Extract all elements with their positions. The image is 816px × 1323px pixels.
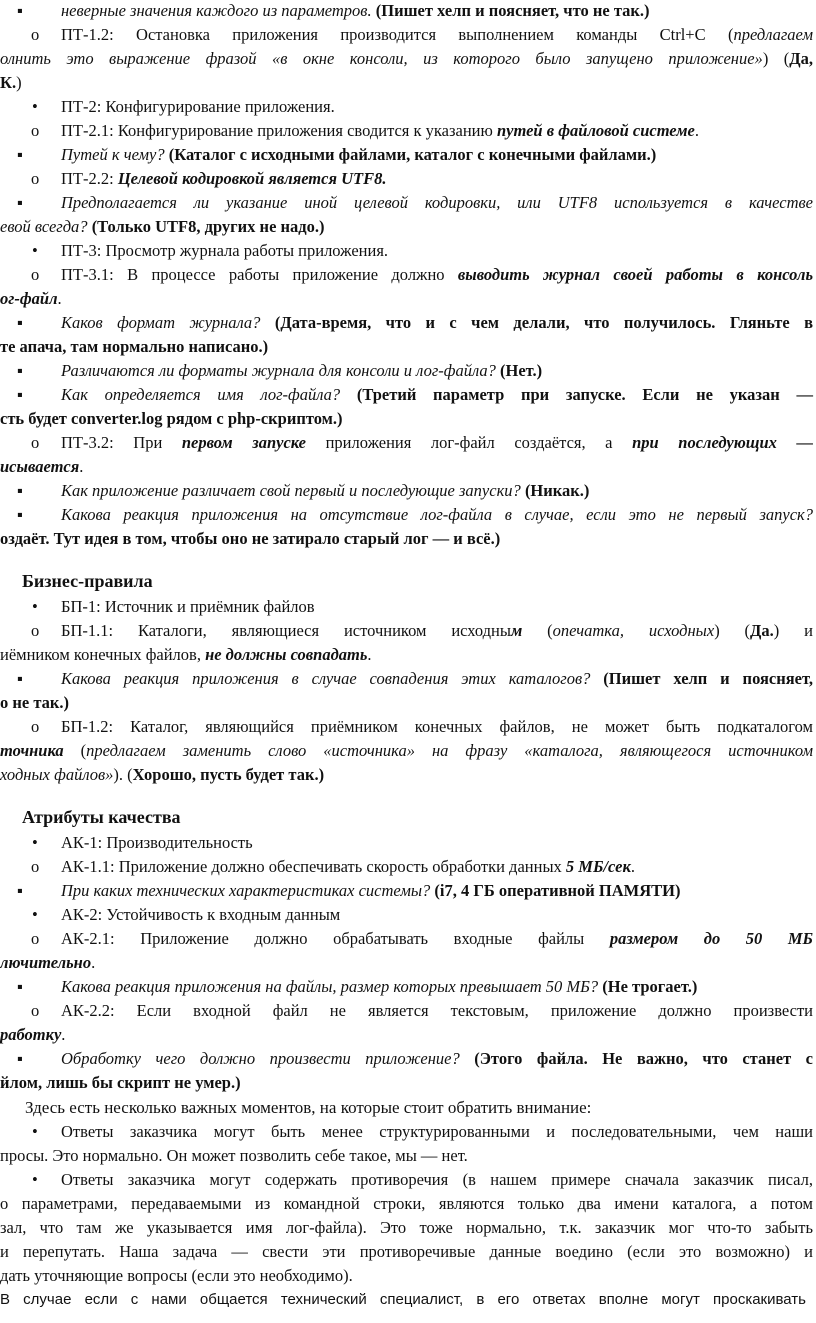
- question-text: Как приложение различает свой первый и последующие запуски?: [61, 481, 521, 500]
- circle-bullet: o: [31, 1001, 40, 1020]
- answer-text: сть будет converter.log рядом с php-скриптом.): [0, 409, 343, 428]
- answer-text: Да,: [789, 49, 814, 68]
- bullet: •: [32, 1122, 38, 1141]
- bullet: •: [32, 905, 38, 924]
- answer-text: (Этого файла. Не важно, что станет с: [474, 1049, 813, 1068]
- emphasis-text: выводить журнал своей работы в консоль: [457, 265, 813, 284]
- square-bullet: ▪: [17, 193, 23, 212]
- answer-text: Да.: [750, 621, 774, 640]
- bullet: •: [32, 97, 38, 116]
- answer-text: (i7, 4 ГБ оперативной ПАМЯТИ): [434, 881, 681, 900]
- question-text: Какова реакция приложения на файлы, размер которых превышает 50 МБ?: [61, 977, 599, 996]
- paragraph-text: и перепутать. Наша задача — свести эти противоречивые данные воедино (если это возможно) и: [0, 1242, 813, 1261]
- answer-text: (Пишет хелп и поясняет,: [603, 669, 813, 688]
- question-text: неверные значения каждого из параметров.: [61, 1, 372, 20]
- emphasis-text: размером до 50 МБ: [609, 929, 814, 948]
- question-text: Как определяется имя лог-файла?: [61, 385, 341, 404]
- answer-text: оздаёт. Тут идея в том, чтобы оно не затирало старый лог — и всё.): [0, 529, 501, 548]
- document-page: ▪ неверные значения каждого из параметров. (Пишет хелп и поясняет, что не так.) o ПТ-1.2: Остановка приложения производится выполнением команды Ctrl+C (предлагаем олнить это выражение фразой «в окне консоли, из которого было запущено приложение») (Да, К.) • ПТ-2: Конфигурирование приложения. o ПТ-2.1: Конфигурирование приложения сводится к указанию путей в файловой системе. ▪ Путей к чему? (Каталог с исходными файлами, каталог с конечными файлами.) o ПТ-2.2: Целевой кодировкой является UTF8. ▪ Предполагается ли указание иной целевой кодировки, или UTF8 используется в качестве евой всегда? (Только UTF8, других не надо.) • ПТ-3: Просмотр журнала работы приложения. o ПТ-3.1: В процессе работы приложение должно выводить журнал своей работы в консоль ог-файл. ▪ Каков формат журнала? (Дата-время, что и с чем делали, что получилось. Гляньте в те апача, там нормально написано.) ▪ Различаются ли форматы журнала для консоли и лог-файла? (Нет.) ▪ Как определяется имя лог-файла? (Третий параметр при запуске. Если не указан — сть будет converter.log рядом с php-скриптом.) o ПТ-3.2: При первом запуске приложения лог-файл создаётся, а при последующих — исывается. ▪ Как приложение различает свой первый и последующие запуски? (Никак.) ▪ Какова реакция приложения на отсутствие лог-файла в случае, если это не первый запуск? оздаёт. Тут идея в том, чтобы оно не затирало старый лог — и всё.) Бизнес-правила • БП-1: Источник и приёмник файлов o БП-1.1: Каталоги, являющиеся источником исходным (опечатка, исходных) (Да.) и иёмником конечных файлов, не должны совпадать. ▪ Какова реакция приложения в случае совпадения этих каталогов? (Пишет хелп и поясняет, о не так.) o БП-1.2: Каталог, являющийся приёмником конечных файлов, не может быть подкаталогом точника (предлагаем заменить слово «источника» на фразу «каталога, являющегося источником ходных файлов»). (Хорошо, пусть будет так.) Атрибуты качества • АК-1: Производительность o АК-1.1: Приложение должно обеспечивать скорость обработки данных 5 МБ/сек. ▪ При каких технических характеристиках системы? (i7, 4 ГБ оперативной ПАМЯТИ) • АК-2: Устойчивость к входным данным o АК-2.1: Приложение должно обрабатывать входные файлы размером до 50 МБ лючительно. ▪ Какова реакция приложения на файлы, размер которых превышает 50 МБ? (Не трогает.) o АК-2.2: Если входной файл не является текстовым, приложение должно произвести работку. ▪ Обработку чего должно произвести приложение? (Этого файла. Не важно, что станет с йлом, лишь бы скрипт не умер.) Здесь есть несколько важных моментов, на которые стоит обратить внимание: • Ответы заказчика могут быть менее структурированными и последовательными, чем наши просы. Это нормально. Он может позволить себе такое, мы — нет. • Ответы заказчика могут содержать противоречия (в нашем примере сначала заказчик писал, о параметрами, передаваемыми из командной строки, являются только два имени каталога, а потом зал, что там же указывается имя лог-файла). Это тоже нормально, т.к. заказчик мог что-то забыть и перепутать. Наша задача — свести эти противоречивые данные воедино (если это возможно) и дать уточняющие вопросы (если это необходимо). В случае если с нами общается технический специалист, в его ответах вполне могут проскакивать: [0, 0, 816, 1323]
- emphasis-text: ог-файл: [0, 289, 58, 308]
- requirement-text: БП-1.2: Каталог, являющийся приёмником конечных файлов, не может быть подкаталогом: [61, 717, 813, 736]
- square-bullet: ▪: [17, 1049, 23, 1068]
- square-bullet: ▪: [17, 361, 23, 380]
- circle-bullet: o: [31, 433, 40, 452]
- bullet: •: [32, 597, 38, 616]
- comment-text: предлагаем: [733, 25, 813, 44]
- question-text: Различаются ли форматы журнала для консоли и лог-файла?: [61, 361, 496, 380]
- circle-bullet: o: [31, 265, 40, 284]
- requirement-text: ПТ-3: Просмотр журнала работы приложения.: [61, 241, 389, 260]
- answer-text: те апача, там нормально написано.): [0, 337, 269, 356]
- answer-text: (Каталог с исходными файлами, каталог с конечными файлами.): [168, 145, 657, 164]
- paragraph-text: Здесь есть несколько важных моментов, на которые стоит обратить внимание:: [25, 1098, 592, 1117]
- answer-text: (Пишет хелп и поясняет, что не так.): [375, 1, 650, 20]
- question-text: Обработку чего должно произвести приложение?: [61, 1049, 460, 1068]
- emphasis-text: первом запуске: [181, 433, 306, 452]
- emphasis-text: работку: [0, 1025, 62, 1044]
- answer-text: Хорошо, пусть будет так.): [132, 765, 325, 784]
- comment-text: опечатка, исходных: [552, 621, 715, 640]
- circle-bullet: o: [31, 621, 40, 640]
- square-bullet: ▪: [17, 1, 23, 20]
- emphasis-text: Целевой кодировкой является UTF8.: [117, 169, 387, 188]
- question-text: Предполагается ли указание иной целевой кодировки, или UTF8 используется в качестве: [61, 193, 813, 212]
- emphasis-text: путей в файловой системе: [496, 121, 695, 140]
- requirement-text: БП-1: Источник и приёмник файлов: [61, 597, 315, 616]
- question-text: Путей к чему?: [61, 145, 165, 164]
- square-bullet: ▪: [17, 145, 23, 164]
- circle-bullet: o: [31, 169, 40, 188]
- requirement-text: АК-2: Устойчивость к входным данным: [61, 905, 341, 924]
- question-text: евой всегда?: [0, 217, 88, 236]
- emphasis-text: точника: [0, 741, 64, 760]
- circle-bullet: o: [31, 717, 40, 736]
- circle-bullet: o: [31, 25, 40, 44]
- emphasis-text: при последующих —: [632, 433, 814, 452]
- bullet: •: [32, 833, 38, 852]
- paragraph-text: зал, что там же указывается имя лог-файла). Это тоже нормально, т.к. заказчик мог что-то забыть: [0, 1218, 813, 1237]
- answer-text: йлом, лишь бы скрипт не умер.): [0, 1073, 241, 1092]
- paragraph-text: о параметрами, передаваемыми из командной строки, являются только два имени каталога, а потом: [0, 1194, 813, 1213]
- square-bullet: ▪: [17, 481, 23, 500]
- answer-text: (Нет.): [499, 361, 543, 380]
- requirement-text: ПТ-2: Конфигурирование приложения.: [61, 97, 335, 116]
- square-bullet: ▪: [17, 881, 23, 900]
- answer-text: К.: [0, 73, 17, 92]
- comment-text: ходных файлов»: [0, 765, 114, 784]
- comment-text: предлагаем заменить слово «источника» на фразу «каталога, являющегося источником: [86, 741, 813, 760]
- question-text: Какова реакция приложения на отсутствие лог-файла в случае, если это не первый запуск?: [61, 505, 813, 524]
- bullet: •: [32, 241, 38, 260]
- circle-bullet: o: [31, 857, 40, 876]
- section-heading: Бизнес-правила: [22, 571, 153, 591]
- comment-text: олнить это выражение фразой «в окне консоли, из которого было запущено приложение»: [0, 49, 763, 68]
- question-text: При каких технических характеристиках системы?: [61, 881, 431, 900]
- answer-text: о не так.): [0, 693, 70, 712]
- emphasis-text: 5 МБ/сек: [565, 857, 631, 876]
- section-heading: Атрибуты качества: [22, 807, 181, 827]
- square-bullet: ▪: [17, 977, 23, 996]
- paragraph-text: дать уточняющие вопросы (если это необходимо).: [0, 1266, 353, 1285]
- answer-text: (Только UTF8, других не надо.): [91, 217, 325, 236]
- requirement-text: АК-1: Производительность: [61, 833, 253, 852]
- square-bullet: ▪: [17, 505, 23, 524]
- answer-text: (Никак.): [524, 481, 590, 500]
- paragraph-text: Ответы заказчика могут содержать противоречия (в нашем примере сначала заказчик писал,: [61, 1170, 813, 1189]
- emphasis-text: исывается: [0, 457, 80, 476]
- requirement-text: АК-2.2: Если входной файл не является текстовым, приложение должно произвести: [61, 1001, 813, 1020]
- square-bullet: ▪: [17, 669, 23, 688]
- answer-text: (Не трогает.): [602, 977, 698, 996]
- answer-text: (Третий параметр при запуске. Если не указан —: [356, 385, 813, 404]
- paragraph-text: Ответы заказчика могут быть менее структурированными и последовательными, чем наши: [61, 1122, 813, 1141]
- paragraph-text: просы. Это нормально. Он может позволить себе такое, мы — нет.: [0, 1146, 468, 1165]
- circle-bullet: o: [31, 121, 40, 140]
- emphasis-text: лючительно: [0, 953, 92, 972]
- square-bullet: ▪: [17, 313, 23, 332]
- paragraph-text: В случае если с нами общается технический специалист, в его ответах вполне могут проскакивать: [0, 1291, 806, 1308]
- bullet: •: [32, 1170, 38, 1189]
- square-bullet: ▪: [17, 385, 23, 404]
- question-text: Каков формат журнала?: [61, 313, 261, 332]
- emphasis-text: не должны совпадать: [205, 645, 368, 664]
- circle-bullet: o: [31, 929, 40, 948]
- requirement-text: ПТ-1.2: Остановка приложения производится выполнением команды Ctrl+C (: [61, 25, 734, 44]
- answer-text: (Дата-время, что и с чем делали, что получилось. Гляньте в: [274, 313, 813, 332]
- emphasis-text: м: [510, 621, 523, 640]
- question-text: Какова реакция приложения в случае совпадения этих каталогов?: [61, 669, 591, 688]
